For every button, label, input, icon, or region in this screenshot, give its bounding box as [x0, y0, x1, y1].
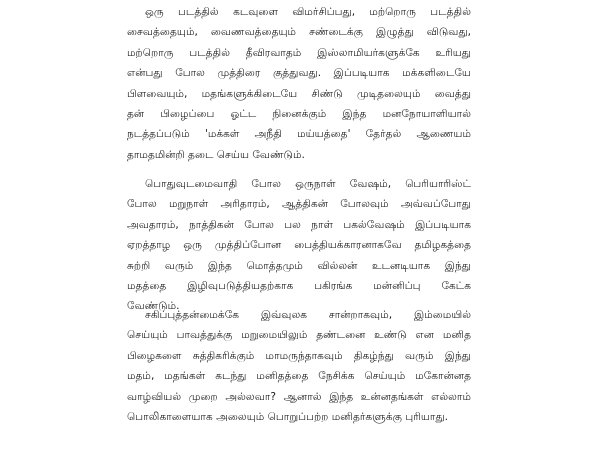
paragraph-line: அவதாரம், நாத்திகன் போல பல நாள் பகல்வேஷம் இப்படியாக [127, 218, 471, 231]
paragraph-line: சகிப்புத்தன்மைக்கே இவ்வுலக சான்றாகவும், இம்மையில் [145, 309, 471, 321]
paragraph-line: மதத்தை இழிவுபடுத்தியதற்காக பகிரங்க மன்னிப்பு கேட்க [127, 279, 471, 292]
paragraph-line: தாமதமின்றி தடை செய்ய வேண்டும். [127, 148, 305, 161]
paragraph-line: செய்யும் பாவத்துக்கு மறுமையிலும் தண்டனை உண்டு என மனித [127, 329, 471, 342]
paragraph-line: தன் பிழைப்பை ஓட்ட நினைக்கும் இந்த மனநோயாளியால் [127, 107, 471, 120]
paragraph-line: வேண்டும். [127, 300, 180, 313]
paragraph-line: சைவத்தையும், வைணவத்தையும் சண்டைக்கு இழுத்து விடுவது, [127, 26, 471, 39]
paragraph-line: மதம், மதங்கள் கடந்து மனிதத்தை நேசிக்க செய்யும் மகோன்னத [127, 370, 471, 383]
paragraph-line: சுற்றி வரும் இந்த மொத்தமும் வில்லன் உடனடியாக இந்து [127, 259, 471, 272]
paragraph-line: நடத்தப்படும் 'மக்கள் அநீதி மய்யத்தை' தேர்தல் ஆணையம் [127, 128, 471, 141]
paragraph-line: என்பது போல முத்திரை குத்துவது. இப்படியாக மக்களிடையே [127, 67, 471, 80]
paragraph-line: பிழைகளை சுத்திகரிக்கும் மாமருந்தாகவும் திகழ்ந்து வரும் இந்து [127, 349, 471, 362]
paragraph-line: பிளவையும், மதங்களுக்கிடையே சிண்டு முடிதலையும் வைத்து [127, 87, 471, 100]
paragraph-line: பொலிகாளையாக அலையும் பொறுப்பற்ற மனிதர்களுக்கு புரியாது. [127, 410, 449, 423]
newspaper-clipping [121, 0, 477, 450]
paragraph-1 [127, 2, 471, 165]
paragraph-line: ஒரு படத்தில் கடவுளை விமர்சிப்பது, மற்றொரு படத்தில் [145, 6, 471, 18]
paragraph-line: ஏறத்தாழ ஒரு முத்திப்போன பைத்தியக்காரனாகவே தமிழகத்தை [127, 239, 471, 252]
paragraph-line: வாழ்வியல் முறை அல்லவா? ஆனால் இந்த உன்னதங்கள் எல்லாம் [127, 390, 471, 403]
paragraph-line: மற்றொரு படத்தில் தீவிரவாதம் இஸ்லாமியர்களுக்கே உரியது [127, 46, 471, 59]
paragraph-line: போல மறுநாள் அரிதாரம், ஆத்திகன் போலவும் அவ்வப்போது [127, 198, 471, 211]
paragraph-line: பொதுவுடமைவாதி போல ஒருநாள் வேஷம், பெரியாரிஸ்ட் [145, 178, 471, 190]
paragraph-3 [127, 305, 471, 427]
paragraph-2 [127, 174, 471, 317]
